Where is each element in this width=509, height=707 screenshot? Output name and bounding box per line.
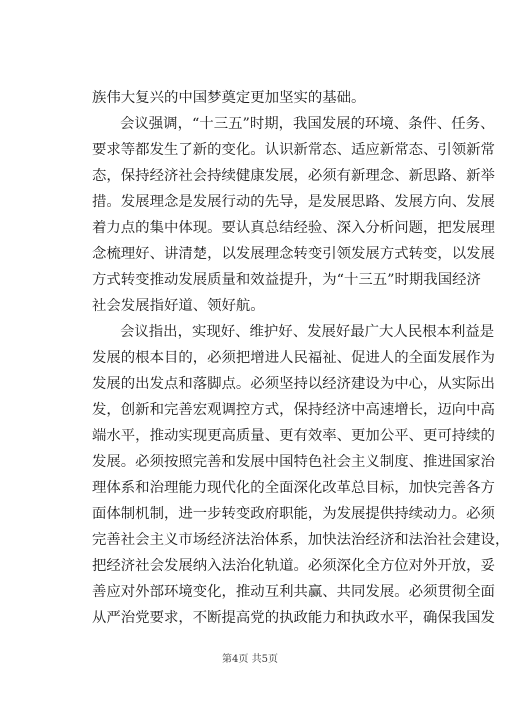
- text-line: 善应对外部环境变化，推动互利共赢、共同发展。必须贯彻全面: [92, 584, 495, 600]
- text-line: 社会发展指好道、领好航。: [92, 298, 265, 314]
- text-line: 要求等都发生了新的变化。认识新常态、适应新常态、引领新常: [92, 142, 495, 158]
- text-line: 把经济社会发展纳入法治化轨道。必须深化全方位对外开放，妥: [92, 558, 495, 574]
- text-line: 发展的根本目的，必须把增进人民福祉、促进人的全面发展作为: [92, 350, 495, 366]
- paragraph-first-line: 会议强调，“十三五”时期，我国发展的环境、条件、任务、: [120, 116, 495, 132]
- text-line: 发展。必须按照完善和发展中国特色社会主义制度、推进国家治: [92, 454, 495, 470]
- paragraph-first-line: 会议指出，实现好、维护好、发展好最广大人民根本利益是: [120, 324, 495, 340]
- text-line: 发展的出发点和落脚点。必须坚持以经济建设为中心，从实际出: [92, 376, 495, 392]
- text-line: 念梳理好、讲清楚，以发展理念转变引领发展方式转变，以发展: [92, 246, 495, 262]
- text-line: 着力点的集中体现。要认真总结经验、深入分析问题，把发展理: [92, 220, 495, 236]
- text-line: 态，保持经济社会持续健康发展，必须有新理念、新思路、新举: [92, 168, 495, 184]
- text-line: 端水平，推动实现更高质量、更有效率、更加公平、更可持续的: [92, 428, 495, 444]
- page-footer: 第4页 共5页: [222, 654, 278, 665]
- text-line: 理体系和治理能力现代化的全面深化改革总目标，加快完善各方: [92, 480, 495, 496]
- text-line: 完善社会主义市场经济法治体系，加快法治经济和法治社会建设，: [92, 532, 509, 548]
- body-text: [92, 85, 509, 631]
- text-line: 方式转变推动发展质量和效益提升，为“十三五”时期我国经济: [92, 272, 481, 288]
- text-line: 从严治党要求，不断提高党的执政能力和执政水平，确保我国发: [92, 610, 495, 626]
- text-line: 发，创新和完善宏观调控方式，保持经济中高速增长，迈向中高: [92, 402, 495, 418]
- text-line: 面体制机制，进一步转变政府职能，为发展提供持续动力。必须: [92, 506, 495, 522]
- text-line: 族伟大复兴的中国梦奠定更加坚实的基础。: [92, 90, 366, 106]
- text-line: 措。发展理念是发展行动的先导，是发展思路、发展方向、发展: [92, 194, 495, 210]
